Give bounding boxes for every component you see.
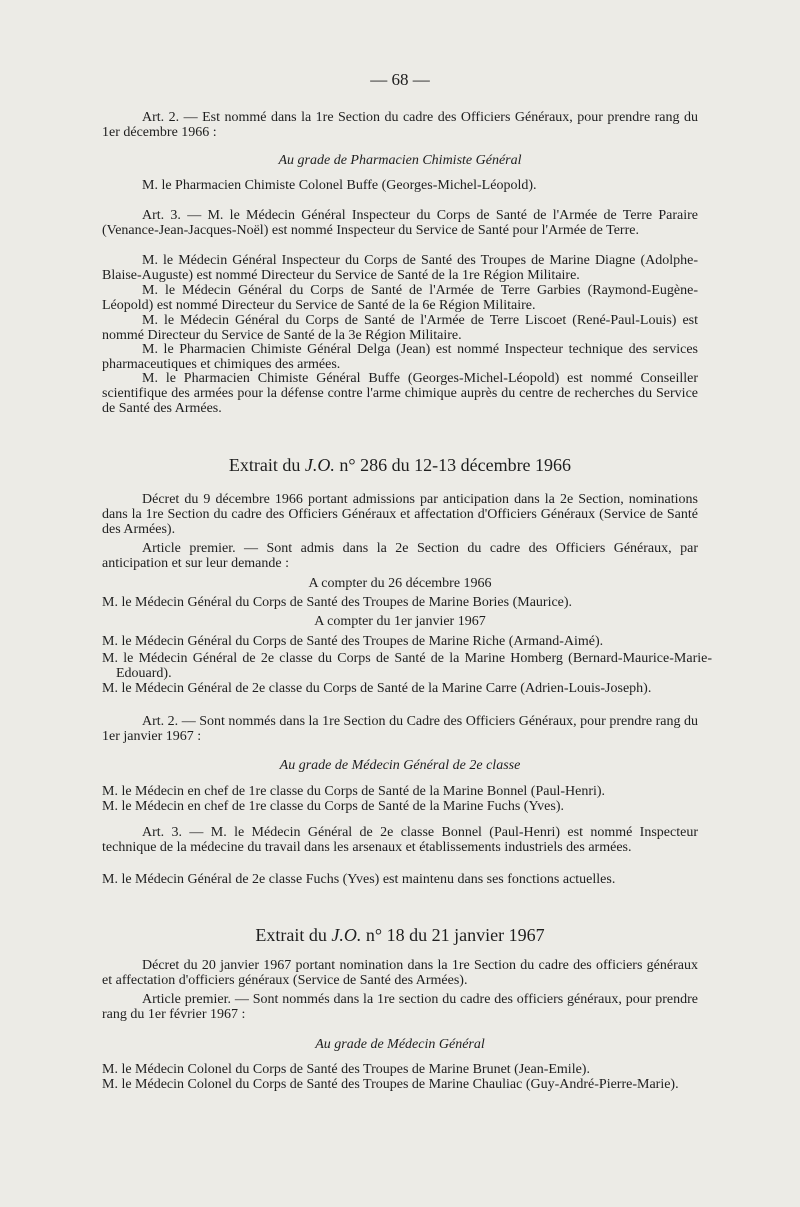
s1-article-3: Art. 3. — M. le Médecin Général Inspecteur du Corps de Santé de l'Armée de Terre Paraire (Venance-Jean-Jacques-Noël) est nommé Inspecteur du Service de Santé pour l'Armée de Terre. <box>102 208 698 238</box>
s3-grade-heading: Au grade de Médecin Général <box>315 1037 485 1052</box>
s2-nomination-5: M. le Médecin en chef de 1re classe du Corps de Santé de la Marine Bonnel (Paul-Henri). <box>102 784 606 799</box>
s1-grade-heading: Au grade de Pharmacien Chimiste Général <box>278 153 522 168</box>
s1-article-2: Art. 2. — Est nommé dans la 1re Section du cadre des Officiers Généraux, pour prendre rang du 1er décembre 1966 : <box>102 110 698 140</box>
s3-article-1: Article premier. — Sont nommés dans la 1re section du cadre des officiers généraux, pour prendre rang du 1er février 1967 : <box>102 992 698 1022</box>
s3-title-post: n° 18 du 21 janvier 1967 <box>365 925 545 945</box>
s2-date-2: A compter du 1er janvier 1967 <box>314 614 486 629</box>
s2-nomination-3: M. le Médecin Général de 2e classe du Corps de Santé de la Marine Homberg (Bernard-Maurice-Marie-Edouard). <box>102 651 712 681</box>
s1-paragraph-5: M. le Pharmacien Chimiste Général Delga (Jean) est nommé Inspecteur technique des services pharmaceutiques et chimiques des armées. <box>102 342 698 372</box>
s3-title-jo: J.O. <box>331 925 362 945</box>
s2-nomination-2: M. le Médecin Général du Corps de Santé des Troupes de Marine Riche (Armand-Aimé). <box>102 634 604 649</box>
s2-nomination-1: M. le Médecin Général du Corps de Santé des Troupes de Marine Bories (Maurice). <box>102 595 573 610</box>
s2-article-1: Article premier. — Sont admis dans la 2e Section du cadre des Officiers Généraux, par anticipation et sur leur demande : <box>102 541 698 571</box>
s2-nomination-6: M. le Médecin en chef de 1re classe du Corps de Santé de la Marine Fuchs (Yves). <box>102 799 565 814</box>
s2-article-2: Art. 2. — Sont nommés dans la 1re Section du Cadre des Officiers Généraux, pour prendre rang du 1er janvier 1967 : <box>102 714 698 744</box>
s3-nomination-1: M. le Médecin Colonel du Corps de Santé des Troupes de Marine Brunet (Jean-Emile). <box>102 1062 590 1077</box>
s2-title <box>0 455 800 475</box>
s1-paragraph-4: M. le Médecin Général du Corps de Santé de l'Armée de Terre Liscoet (René-Paul-Louis) est nommé Directeur du Service de Santé de la 3e Région Militaire. <box>102 313 698 343</box>
page-number: — 68 — <box>370 70 430 89</box>
s2-article-3: Art. 3. — M. le Médecin Général de 2e classe Bonnel (Paul-Henri) est nommé Inspecteur technique de la médecine du travail dans les arsenaux et établissements industriels des armées. <box>102 825 698 855</box>
s2-nomination-4: M. le Médecin Général de 2e classe du Corps de Santé de la Marine Carre (Adrien-Louis-Joseph). <box>102 681 652 696</box>
s1-paragraph-2: M. le Médecin Général Inspecteur du Corps de Santé des Troupes de Marine Diagne (Adolphe-Blaise-Auguste) est nommé Directeur du Service de Santé de la 1re Région Militaire. <box>102 253 698 283</box>
s2-title-jo: J.O. <box>304 455 335 475</box>
s3-title-pre: Extrait du <box>255 925 327 945</box>
s2-title-pre: Extrait du <box>228 455 301 475</box>
s2-decree: Décret du 9 décembre 1966 portant admissions par anticipation dans la 2e Section, nominations dans la 1re Section du cadre des Officiers Généraux et affectation d'Officiers Généraux (Service de Santé des Armées). <box>102 492 698 537</box>
s1-nomination-1: M. le Pharmacien Chimiste Colonel Buffe (Georges-Michel-Léopold). <box>142 178 537 193</box>
s1-paragraph-3: M. le Médecin Général du Corps de Santé de l'Armée de Terre Garbies (Raymond-Eugène-Léopold) est nommé Directeur du Service de Santé de la 6e Région Militaire. <box>102 283 698 313</box>
s2-nomination-7: M. le Médecin Général de 2e classe Fuchs (Yves) est maintenu dans ses fonctions actuelles. <box>102 872 616 887</box>
s2-title-post: n° 286 du 12-13 décembre 1966 <box>339 455 572 475</box>
s2-grade-heading: Au grade de Médecin Général de 2e classe <box>279 758 521 773</box>
s1-paragraph-6: M. le Pharmacien Chimiste Général Buffe (Georges-Michel-Léopold) est nommé Conseiller scientifique des armées pour la défense contre l'arme chimique auprès du centre de recherches du Service de Santé des Armées. <box>102 371 698 416</box>
s2-date-1: A compter du 26 décembre 1966 <box>308 576 492 591</box>
s3-decree: Décret du 20 janvier 1967 portant nomination dans la 1re Section du cadre des officiers généraux et affectation d'officiers généraux (Service de Santé des Armées). <box>102 958 698 988</box>
s3-title <box>0 925 800 945</box>
s3-nomination-2: M. le Médecin Colonel du Corps de Santé des Troupes de Marine Chauliac (Guy-André-Pierre-Marie). <box>102 1077 679 1092</box>
